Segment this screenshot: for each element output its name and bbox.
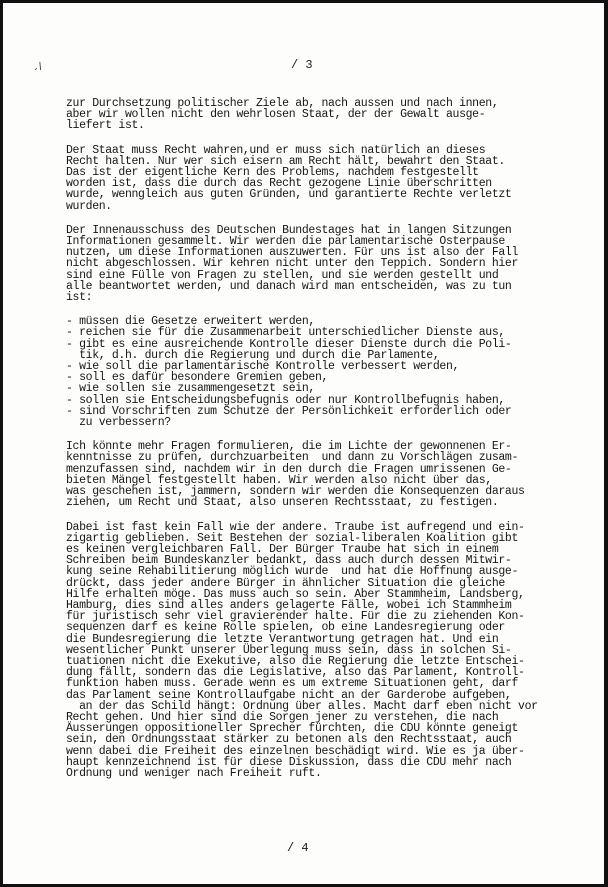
question-list xyxy=(66,316,586,428)
text-line: Schreiben beim Bundeskanzler bedankt, dass auch durch dessen Mitwir- xyxy=(66,554,512,568)
text-line: menzufassen sind, nachdem wir in den durch die Fragen umrissenen Ge- xyxy=(66,462,512,476)
text-line: ziehen, um Recht und Staat, also unseren Rechtsstaat, zu festigen. xyxy=(66,496,499,510)
paragraph xyxy=(66,441,586,508)
corner-mark: -/ xyxy=(31,60,46,76)
text-line: funktion haben muss. Gerade wenn es um extreme Situationen geht, darf xyxy=(66,677,519,691)
text-line: was geschehen ist, jammern, sondern wir werden die Konsequenzen daraus xyxy=(66,485,525,499)
list-item: - reichen sie für die Zusammenarbeit unterschiedlicher Dienste aus, xyxy=(66,326,505,340)
paragraph xyxy=(66,522,586,780)
text-line: es keinen vergleichbaren Fall. Der Bürger Traube hat sich in einem xyxy=(66,542,499,556)
text-line: Ordnung und weniger nach Freiheit ruft. xyxy=(66,766,322,780)
text-line: dung fällt, sondern das die Legislative, also das Parlament, Kontroll- xyxy=(66,666,525,680)
list-item: - wie soll die parlamentarische Kontrolle verbessert werden, xyxy=(66,360,460,374)
text-line: Informationen gesammelt. Wir werden die parlamentarische Osterpause xyxy=(66,235,505,249)
text-line: das Parlament seine Kontrollaufgabe nicht an der Garderobe aufgeben, xyxy=(66,688,512,702)
list-item: - sind Vorschriften zum Schutze der Persönlichkeit erforderlich oder xyxy=(66,404,512,418)
list-item: tik, d.h. durch die Regierung und durch die Parlamente, xyxy=(66,348,440,362)
paragraph xyxy=(66,98,586,132)
text-line: wurde, wenngleich aus guten Gründen, und garantierte Rechte verletzt xyxy=(66,188,512,202)
text-line: Äusserungen oppositioneller Sprecher fürchten, die CDU könnte geneigt xyxy=(66,722,519,736)
text-line: wurden. xyxy=(66,199,112,213)
document-body xyxy=(66,98,586,792)
text-line: alle beantwortet werden, und danach wird man entscheiden, was zu tun xyxy=(66,279,512,293)
text-line: bieten Mängel festgestellt haben. Wir werden also nicht über das, xyxy=(66,473,492,487)
text-line: sequenzen darf es keine Rolle spielen, ob eine Landesregierung oder xyxy=(66,621,505,635)
list-item: - sollen sie Entscheidungsbefugnis oder nur Kontrollbefugnis haben, xyxy=(66,393,505,407)
page-number-footer: / 4 xyxy=(287,841,309,855)
page-number-header: / 3 xyxy=(291,58,313,72)
text-line: haupt kennzeichnend ist für diese Diskussion, dass die CDU mehr nach xyxy=(66,755,512,769)
text-line: Der Innenausschuss des Deutschen Bundestages hat in langen Sitzungen xyxy=(66,223,512,237)
text-line: nicht abgeschlossen. Wir kehren nicht unter den Teppich. Sondern hier xyxy=(66,257,519,271)
list-item: - wie sollen sie zusammengesetzt sein, xyxy=(66,382,315,396)
text-line: sein, den Ordnungsstaat stärker zu betonen als den Rechtsstaat, auch xyxy=(66,733,512,747)
list-item: - gibt es eine ausreichende Kontrolle dieser Dienste durch die Poli- xyxy=(66,337,512,351)
text-line: kung seine Rehabilitierung möglich wurde und hat die Hoffnung ausge- xyxy=(66,565,519,579)
text-line: Recht halten. Nur wer sich eisern am Recht hält, bewahrt den Staat. xyxy=(66,154,505,168)
text-line: zigartig geblieben. Seit Bestehen der sozial-liberalen Koalition gibt xyxy=(66,531,519,545)
text-line: wenn dabei die Freiheit des einzelnen beschädigt wird. Wie es ja über- xyxy=(66,744,525,758)
text-line: Recht gehen. Und hier sind die Sorgen jener zu verstehen, die nach xyxy=(66,710,499,724)
list-item: zu verbessern? xyxy=(66,416,171,430)
text-line: an der das Schild hängt: Ordnung über alles. Macht darf eben nicht vor xyxy=(66,699,538,713)
text-line: sind eine Fülle von Fragen zu stellen, und sie werden gestellt und xyxy=(66,268,499,282)
text-line: Dabei ist fast kein Fall wie der andere. Traube ist aufregend und ein- xyxy=(66,520,525,534)
list-item: - soll es dafür besondere Gremien geben, xyxy=(66,371,329,385)
text-line: die Bundesregierung die letzte Verantwortung getragen hat. Und ein xyxy=(66,632,499,646)
text-line: liefert ist. xyxy=(66,119,145,133)
text-line: wesentlicher Punkt unserer Überlegung muss sein, dass in solchen Si- xyxy=(66,643,512,657)
text-line: aber wir wollen nicht den wehrlosen Staat, der der Gewalt ausge- xyxy=(66,108,486,122)
text-line: drückt, dass jeder andere Bürger in ähnlicher Situation die gleiche xyxy=(66,576,505,590)
text-line: ist: xyxy=(66,291,93,305)
text-line: Hilfe erhalten möge. Das muss auch so sein. Aber Stammheim, Landsberg, xyxy=(66,587,525,601)
text-line: worden ist, dass die durch das Recht gezogene Linie überschritten xyxy=(66,177,492,191)
text-line: Das ist der eigentliche Kern des Problems, nachdem festgestellt xyxy=(66,166,479,180)
text-line: für juristisch sehr viel gravierender halte. Für die zu ziehenden Kon- xyxy=(66,610,525,624)
text-line: kenntnisse zu prüfen, durchzuarbeiten und dann zu Vorschlägen zusam- xyxy=(66,451,519,465)
text-line: Ich könnte mehr Fragen formulieren, die im Lichte der gewonnenen Er- xyxy=(66,440,512,454)
text-line: Hamburg, dies sind alles anders gelagerte Fälle, wobei ich Stammheim xyxy=(66,598,512,612)
text-line: nutzen, um diese Informationen auszuwerten. Für uns ist also der Fall xyxy=(66,246,519,260)
text-line: zur Durchsetzung politischer Ziele ab, nach aussen und nach innen, xyxy=(66,97,499,110)
text-line: Der Staat muss Recht wahren,und er muss sich natürlich an dieses xyxy=(66,143,486,157)
paragraph xyxy=(66,225,586,303)
list-item: - müssen die Gesetze erweitert werden, xyxy=(66,315,315,329)
text-line: tuationen nicht die Exekutive, also die Regierung die letzte Entschei- xyxy=(66,654,525,668)
paragraph xyxy=(66,145,586,212)
